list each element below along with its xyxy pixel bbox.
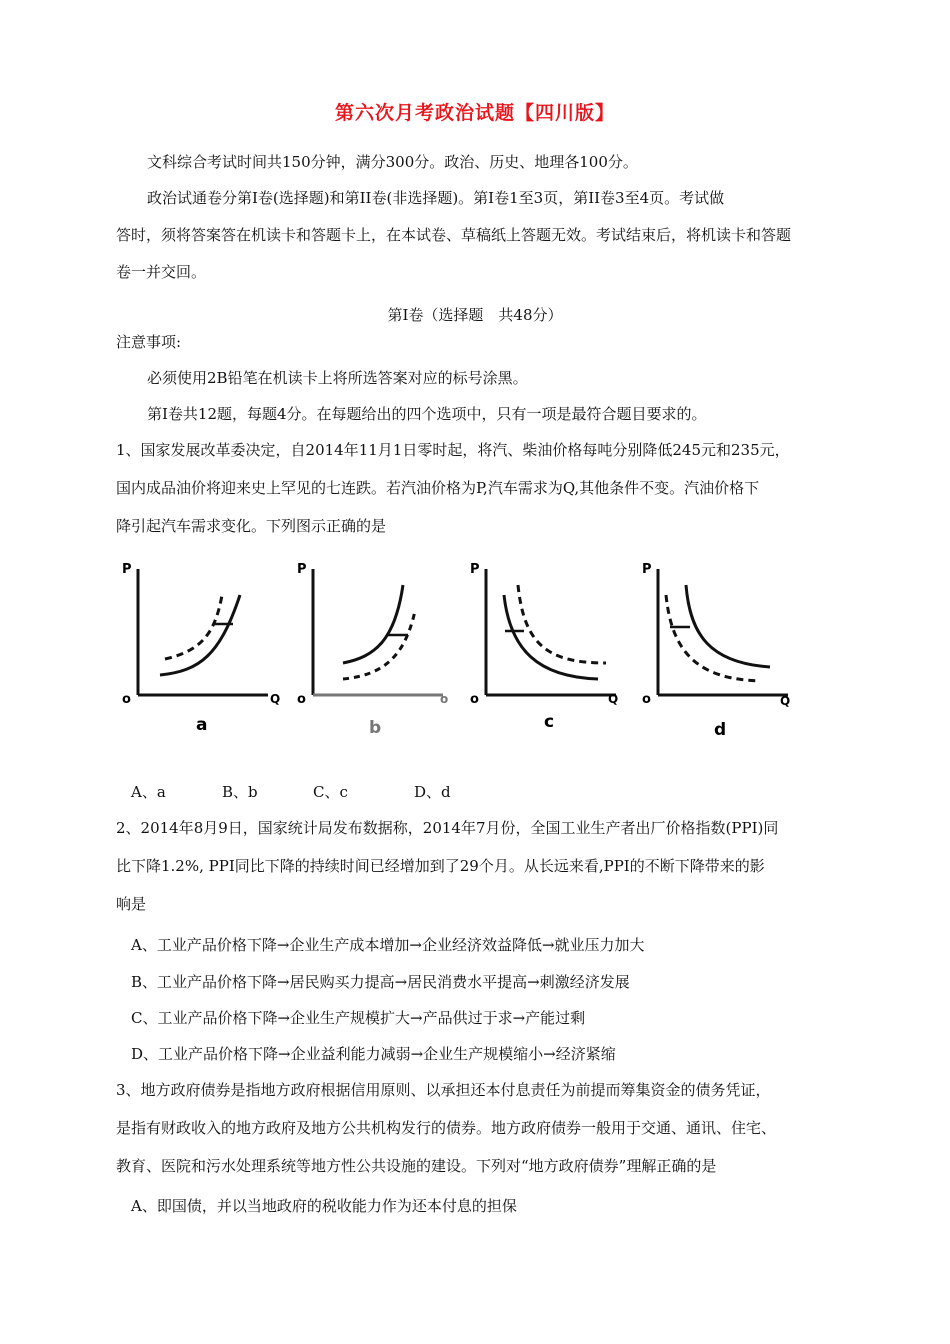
q1-option-a: A、a <box>131 783 166 801</box>
figure-label-d: d <box>714 720 727 740</box>
q2-option-a: A、工业产品价格下降→企业生产成本增加→企业经济效益降低→就业压力加大 <box>131 936 645 954</box>
dashed-curve <box>518 585 606 663</box>
solid-curve <box>504 595 598 679</box>
figure-a <box>110 555 280 745</box>
origin-label: o <box>122 692 131 707</box>
notice-line-2: 第I卷共12题，每题4分。在每题给出的四个选项中，只有一项是最符合题目要求的。 <box>147 405 707 423</box>
axis-y-label: P <box>122 562 132 577</box>
q1-figures <box>110 555 800 755</box>
q2-option-b: B、工业产品价格下降→居民购买力提高→居民消费水平提高→刺激经济发展 <box>131 973 630 991</box>
axis-x-label: o <box>440 692 449 706</box>
q1-line-1: 1、国家发展改革委决定，自2014年11月1日零时起，将汽、柴油价格每吨分别降低245元和235元， <box>116 441 790 459</box>
axis-x-label: Q <box>270 692 280 706</box>
axis-y-label: P <box>297 562 307 577</box>
axis-x-label: Q <box>780 694 791 708</box>
page-title: 第六次月考政治试题【四川版】 <box>334 102 615 124</box>
q1-option-d: D、d <box>414 783 451 801</box>
dashed-curve <box>666 595 760 681</box>
solid-curve <box>343 585 403 663</box>
q2-line-1: 2、2014年8月9日，国家统计局发布数据称，2014年7月份，全国工业生产者出厂价格指数(PPI)同 <box>116 819 779 837</box>
q3-line-2: 是指有财政收入的地方政府及地方公共机构发行的债券。地方政府债券一般用于交通、通讯、住宅、 <box>116 1119 777 1137</box>
figure-d <box>630 555 800 745</box>
intro-line-3: 答时，须将答案答在机读卡和答题卡上，在本试卷、草稿纸上答题无效。考试结束后，将机读卡和答题 <box>116 226 792 244</box>
q1-line-3: 降引起汽车需求变化。下列图示正确的是 <box>116 517 387 535</box>
axis-x-label: Q <box>608 692 619 706</box>
origin-label: o <box>642 692 651 707</box>
q2-option-c: C、工业产品价格下降→企业生产规模扩大→产品供过于求→产能过剩 <box>131 1009 586 1027</box>
origin-label: o <box>297 692 306 707</box>
axis-y-label: P <box>470 562 480 577</box>
figure-label-a: a <box>196 715 208 735</box>
q2-line-3: 响是 <box>116 895 147 913</box>
figure-label-c: c <box>544 712 555 732</box>
intro-line-2: 政治试通卷分第I卷(选择题)和第II卷(非选择题)。第I卷1至3页，第II卷3至4页。考试做 <box>147 189 725 207</box>
q1-option-b: B、b <box>222 783 258 801</box>
q3-line-1: 3、地方政府债券是指地方政府根据信用原则、以承担还本付息责任为前提而筹集资金的债务凭证， <box>116 1081 771 1099</box>
q2-option-d: D、工业产品价格下降→企业益利能力减弱→企业生产规模缩小→经济紧缩 <box>131 1045 616 1063</box>
figure-label-b: b <box>369 718 382 738</box>
figure-b <box>285 555 455 745</box>
q1-line-2: 国内成品油价将迎来史上罕见的七连跌。若汽油价格为P,汽车需求为Q,其他条件不变。汽油价格下 <box>116 479 760 497</box>
q2-line-2: 比下降1.2%, PPI同比下降的持续时间已经增加到了29个月。从长远来看,PPI的不断下降带来的影 <box>116 857 765 875</box>
notice-line-1: 必须使用2B铅笔在机读卡上将所选答案对应的标号涂黑。 <box>147 369 528 387</box>
section-title: 第I卷（选择题 共48分） <box>387 306 563 324</box>
solid-curve <box>160 595 240 675</box>
origin-label: o <box>470 692 479 707</box>
q3-option-a: A、即国债，并以当地政府的税收能力作为还本付息的担保 <box>131 1197 517 1215</box>
axis-y-label: P <box>642 562 652 577</box>
q3-line-3: 教育、医院和污水处理系统等地方性公共设施的建设。下列对“地方政府债券”理解正确的是 <box>116 1157 717 1175</box>
intro-line-4: 卷一并交回。 <box>116 263 207 281</box>
solid-curve <box>686 585 770 667</box>
figure-c <box>458 555 628 745</box>
notice-label: 注意事项: <box>116 333 182 351</box>
q1-option-c: C、c <box>313 783 348 801</box>
intro-line-1: 文科综合考试时间共150分钟，满分300分。政治、历史、地理各100分。 <box>147 153 638 171</box>
